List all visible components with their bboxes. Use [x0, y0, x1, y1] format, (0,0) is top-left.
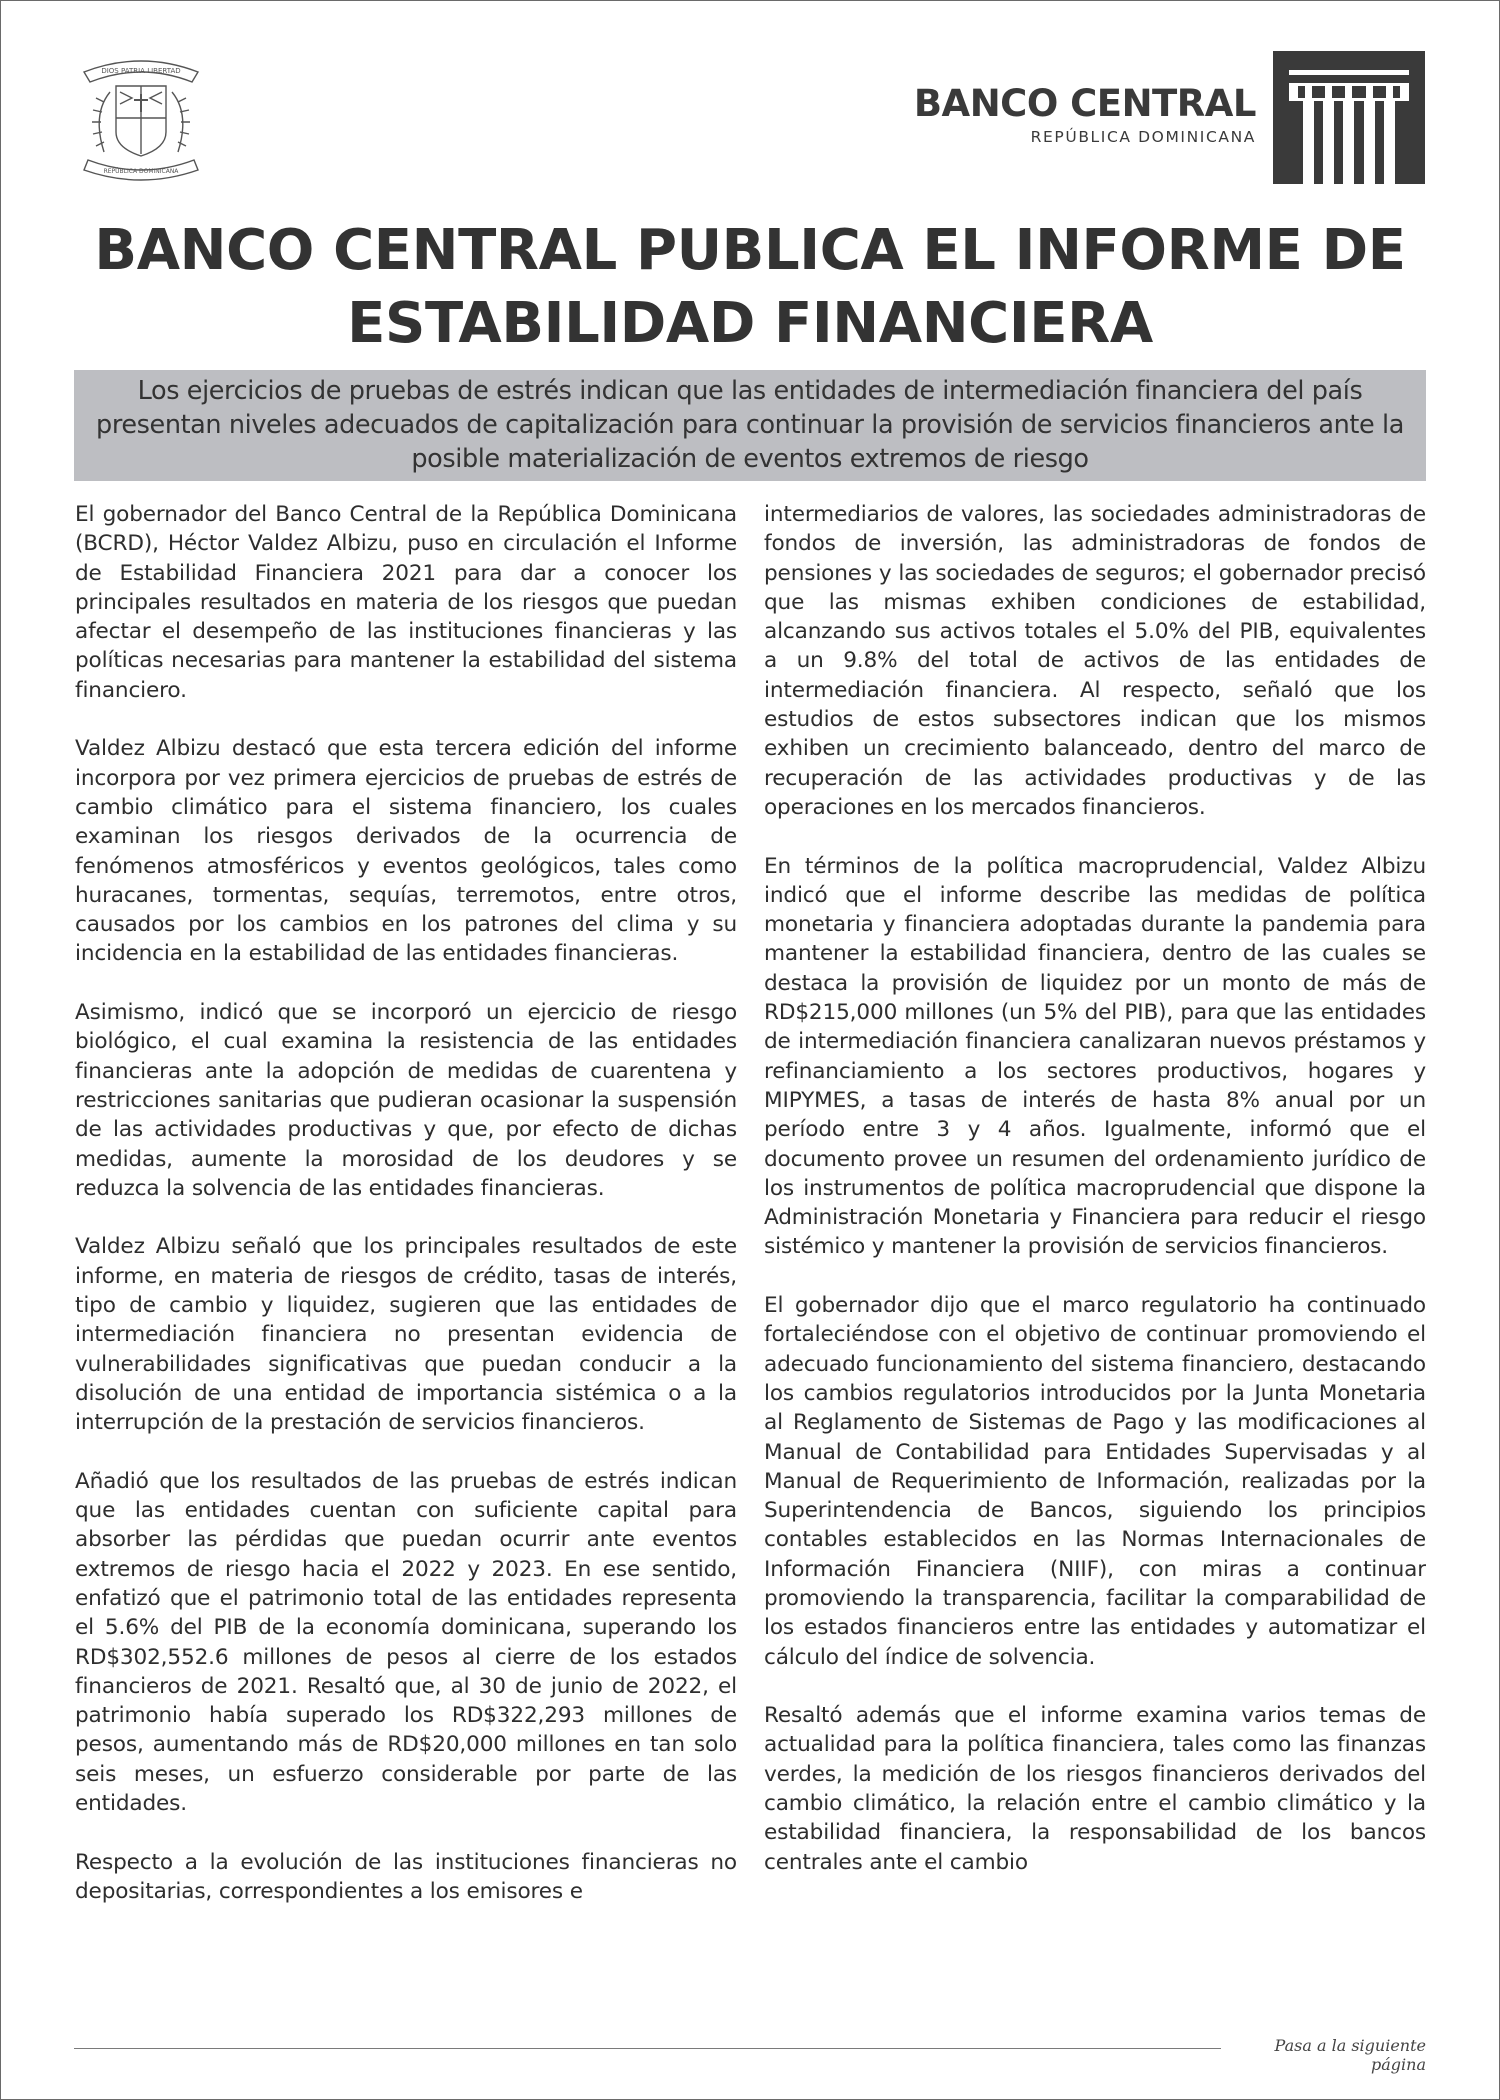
bank-building-logo-icon: [1273, 51, 1425, 184]
paragraph: Asimismo, indicó que se incorporó un ejercicio de riesgo biológico, el cual examina la resistencia de las entidades financieras ante la adopción de medidas de cuarentena y restricciones sanitarias que pudieran ocasionar la suspensión de las actividades productivas y que, por efecto de dichas medidas, aumente la morosidad de los deudores y se reduzca la solvencia de las entidades financieras.: [75, 1000, 737, 1201]
bank-brand: [914, 82, 1256, 148]
headline-line-2: ESTABILIDAD FINANCIERA: [347, 291, 1153, 356]
bank-name: BANCO CENTRAL: [913, 82, 1256, 125]
svg-text:REPÚBLICA DOMINICANA: REPÚBLICA DOMINICANA: [103, 168, 179, 175]
article-headline: [74, 214, 1426, 360]
paragraph: Valdez Albizu señaló que los principales resultados de este informe, en materia de riesgos de crédito, tasas de interés, tipo de cambio y liquidez, sugieren que las entidades de intermediación financiera no presentan evidencia de vulnerabilidades significativas que puedan conducir a la disolución de una entidad de importancia sistémica o a la interrupción de la prestación de servicios financieros.: [75, 1234, 737, 1436]
paragraph: Añadió que los resultados de las pruebas de estrés indican que las entidades cuentan con suficiente capital para absorber las pérdidas que puedan ocurrir ante eventos extremos de riesgo hacia el 2022 y 2023. En ese sentido, enfatizó que el patrimonio total de las entidades representa el 5.6% del PIB de la economía dominicana, superando los RD$302,552.6 millones de pesos al cierre de los estados financieros de 2021. Resaltó que, al 30 de junio de 2022, el patrimonio había superado los RD$322,293 millones de pesos, aumentando más de RD$20,000 millones en tan solo seis meses, un esfuerzo considerable por parte de las entidades.: [75, 1468, 737, 1817]
paragraph: intermediarios de valores, las sociedades administradoras de fondos de inversión, las administradoras de fondos de pensiones y las sociedades de seguros; el gobernador precisó que las mismas exhiben condiciones de estabilidad, alcanzando sus activos totales el 5.0% del PIB, equivalentes a un 9.8% del total de activos de las entidades de intermediación financiera. Al respecto, señaló que los estudios de estos subsectores indican que los mismos exhiben un crecimiento balanceado, dentro del marco de recuperación de las actividades productivas y de las operaciones en los mercados financieros.: [764, 502, 1426, 820]
paragraph: Valdez Albizu destacó que esta tercera edición del informe incorpora por vez primera ejercicios de pruebas de estrés de cambio climático para el sistema financiero, los cuales examinan los riesgos derivados de la ocurrencia de fenómenos atmosféricos y eventos geológicos, tales como huracanes, tormentas, sequías, terremotos, entre otros, causados por los cambios en los patrones del clima y su incidencia en la estabilidad de las entidades financieras.: [75, 736, 737, 967]
footer-divider: [74, 2048, 1221, 2049]
paragraph: Respecto a la evolución de las instituciones financieras no depositarias, correspondientes a los emisores e: [75, 1849, 737, 1904]
svg-text:DIOS PATRIA LIBERTAD: DIOS PATRIA LIBERTAD: [101, 67, 181, 75]
headline-line-1: BANCO CENTRAL PUBLICA EL INFORME DE: [94, 218, 1406, 283]
article-column-right: [764, 500, 1426, 2020]
coat-of-arms-seal: [74, 52, 208, 184]
bank-country: REPÚBLICA DOMINICANA: [1030, 128, 1256, 146]
continued-on-next-page-note: Pasa a la siguiente página: [1274, 2036, 1426, 2074]
article-column-left: [75, 500, 737, 2020]
article-subheadline: Los ejercicios de pruebas de estrés indican que las entidades de intermediación financiera del país presentan niveles adecuados de capitalización para continuar la provisión de servicios financieros ante la posible materialización de eventos extremos de riesgo: [74, 370, 1426, 481]
paragraph: El gobernador del Banco Central de la República Dominicana (BCRD), Héctor Valdez Albizu, puso en circulación el Informe de Estabilidad Financiera 2021 para dar a conocer los principales resultados en materia de los riesgos que puedan afectar el desempeño de las instituciones financieras y las políticas necesarias para mantener la estabilidad del sistema financiero.: [75, 502, 737, 703]
paragraph: Resaltó además que el informe examina varios temas de actualidad para la política financiera, tales como las finanzas verdes, la medición de los riesgos financieros derivados del cambio climático, la relación entre el cambio climático y la estabilidad financiera, la responsabilidad de los bancos centrales ante el cambio: [764, 1703, 1426, 1875]
paragraph: El gobernador dijo que el marco regulatorio ha continuado fortaleciéndose con el objetivo de continuar promoviendo el adecuado funcionamiento del sistema financiero, destacando los cambios regulatorios introducidos por la Junta Monetaria al Reglamento de Sistemas de Pago y las modificaciones al Manual de Contabilidad para Entidades Supervisadas y al Manual de Requerimiento de Información, realizadas por la Superintendencia de Bancos, siguiendo los principios contables establecidos en las Normas Internacionales de Información Financiera (NIIF), con miras a continuar promoviendo la transparencia, facilitar la comparabilidad de los estados financieros entre las entidades y automatizar el cálculo del índice de solvencia.: [764, 1293, 1426, 1670]
paragraph: En términos de la política macroprudencial, Valdez Albizu indicó que el informe describe las medidas de política monetaria y financiera adoptadas durante la pandemia para mantener la estabilidad financiera, dentro de las cuales se destaca la provisión de liquidez por un monto de más de RD$215,000 millones (un 5% del PIB), para que las entidades de intermediación financiera canalizaran nuevos préstamos y refinanciamiento a los sectores productivos, hogares y MIPYMES, a tasas de interés de hasta 8% anual por un período entre 3 y 4 años. Igualmente, informó que el documento provee un resumen del ordenamiento jurídico de los instrumentos de política macroprudencial que dispone la Administración Monetaria y Financiera para reducir el riesgo sistémico y mantener la provisión de servicios financieros.: [764, 853, 1426, 1260]
